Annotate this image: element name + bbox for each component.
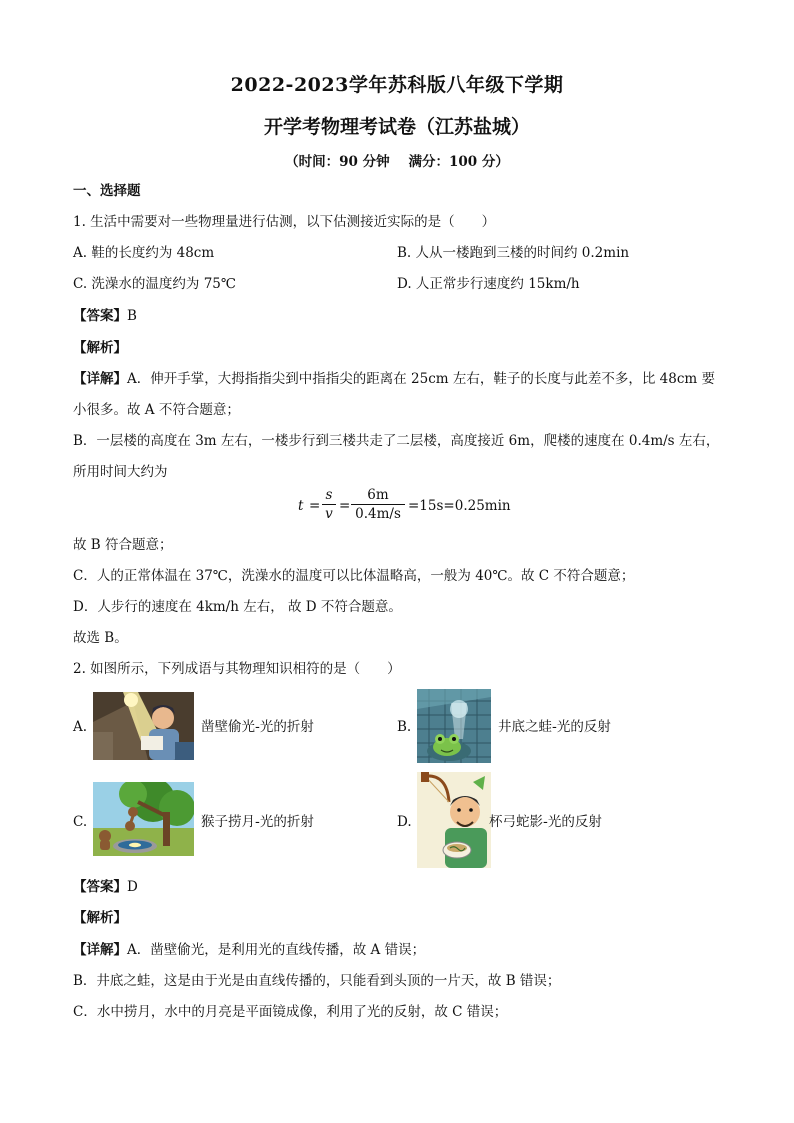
formula-frac-values [351, 487, 405, 523]
exam-title-line1: 2022-2023学年苏科版八年级下学期 [230, 74, 564, 96]
q2-option-d-letter: D. [397, 814, 412, 830]
q1-detail-b-line1: B．一层楼的高度在 3m 左右，一楼步行到三楼共走了二层楼，高度接近 6m，爬楼的速度在 0.4m/s 左右， [73, 433, 720, 449]
formula-t: t [298, 498, 304, 514]
q2-option-a-text: 凿壁偷光-光的折射 [201, 719, 314, 735]
detail-label: 【详解】 [73, 942, 127, 958]
q2-detail-b: B．井底之蛙，这是由于光是由直线传播的，只能看到头顶的一片天，故 B 错误； [73, 973, 561, 989]
frog-well-image [417, 689, 491, 763]
q1-analysis-label: 【解析】 [73, 340, 127, 356]
formula-den: 0.4m/s [355, 506, 401, 522]
q2-answer [73, 877, 138, 897]
q1-option-b: B. 人从一楼跑到三楼的时间约 0.2min [397, 245, 630, 261]
q2-option-a-letter: A. [73, 719, 88, 735]
formula-eq1: = [309, 498, 321, 514]
q2-option-d-text: 杯弓蛇影-光的反射 [489, 814, 602, 830]
q2-stem: 2. 如图所示，下列成语与其物理知识相符的是（ ） [73, 661, 401, 677]
answer-label: 【答案】 [73, 879, 127, 895]
exam-subtitle: （时间：90 分钟 满分：100 分） [285, 154, 509, 170]
q2-detail-a [73, 940, 425, 960]
q1-detail-a-line1 [73, 369, 715, 389]
q1-detail-b-line3: 故 B 符合题意； [73, 537, 173, 553]
formula-eq2: = [339, 498, 351, 514]
formula-num: 6m [351, 487, 405, 505]
bow-snake-image [417, 772, 491, 868]
detail-text: A．伸开手掌，大拇指指尖到中指指尖的距离在 25cm 左右，鞋子的长度与此差不多，比 48cm 要 [127, 371, 715, 387]
q1-option-d: D. 人正常步行速度约 15km/h [397, 276, 580, 292]
frog-well-illustration [417, 689, 491, 763]
q1-option-c: C. 洗澡水的温度约为 75℃ [73, 276, 237, 292]
section-heading: 一、选择题 [73, 183, 141, 199]
formula-result: =15s=0.25min [408, 498, 511, 514]
q1-option-a: A. 鞋的长度约为 48cm [73, 245, 215, 261]
formula-v: v [325, 506, 333, 522]
q1-detail-d: D．人步行的速度在 4km/h 左右， 故 D 不符合题意。 [73, 599, 402, 615]
q2-detail-c: C．水中捞月，水中的月亮是平面镜成像，利用了光的反射，故 C 错误； [73, 1004, 508, 1020]
detail-label: 【详解】 [73, 371, 127, 387]
answer-label: 【答案】 [73, 308, 127, 324]
formula-frac-sv [322, 487, 336, 523]
chisel-wall-illustration [93, 692, 194, 760]
detail-text: A．凿壁偷光，是利用光的直线传播，故 A 错误； [127, 942, 426, 958]
q1-detail-b-line2: 所用时间大约为 [73, 464, 168, 480]
q1-detail-a-line2: 小很多。故 A 不符合题意； [73, 402, 240, 418]
monkey-moon-illustration [93, 782, 194, 856]
formula-s: s [322, 487, 336, 505]
answer-value: D [127, 879, 138, 895]
q2-option-b-letter: B. [397, 719, 412, 735]
q1-answer [73, 306, 137, 326]
q2-option-b-text: 井底之蛙-光的反射 [498, 719, 611, 735]
chisel-wall-image [93, 692, 194, 760]
q2-option-c-text: 猴子捞月-光的折射 [201, 814, 314, 830]
q2-option-c-letter: C. [73, 814, 88, 830]
q2-analysis-label: 【解析】 [73, 910, 127, 926]
bow-snake-illustration [417, 772, 491, 868]
q1-detail-c: C．人的正常体温在 37℃，洗澡水的温度可以比体温略高，一般为 40℃。故 C 不符合题意； [73, 568, 635, 584]
monkey-moon-image [93, 782, 194, 856]
q1-conclusion: 故选 B。 [73, 630, 128, 646]
time-formula [298, 487, 511, 527]
q1-stem: 1. 生活中需要对一些物理量进行估测，以下估测接近实际的是（ ） [73, 214, 496, 230]
exam-title-line2: 开学考物理考试卷（江苏盐城） [263, 116, 530, 138]
answer-value: B [127, 308, 137, 324]
